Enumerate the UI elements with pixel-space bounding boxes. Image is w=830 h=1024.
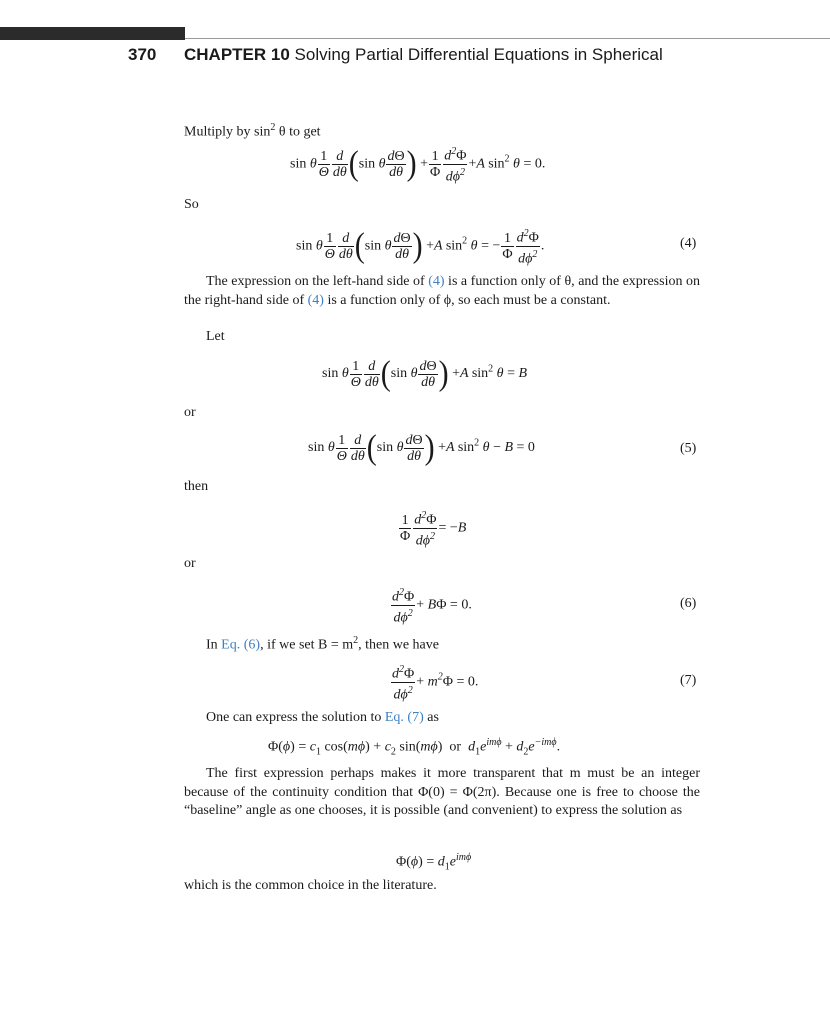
ref-eq6[interactable]: Eq. (6) — [221, 637, 261, 653]
text-or-1: or — [184, 405, 196, 420]
header-rule — [185, 38, 830, 39]
equation-general-solution: $\Phi(\phi) = c_1$ $\cos(m\phi) + c_2$ sin(mϕ) or $d_1e^{im\phi} + d_2e^{-im\phi}$. — [268, 737, 561, 758]
ref-eq4-b[interactable]: (4) — [307, 292, 324, 308]
equation-7: $\frac{d^2\Phi}{d\phi^2}$ + $m^2\Phi = 0$. — [392, 664, 479, 703]
header-bar — [0, 27, 185, 40]
intro-prefix: Multiply by sin — [184, 124, 271, 140]
ref-eq7[interactable]: Eq. (7) — [384, 710, 424, 725]
equation-final-solution: $\Phi(\phi) = d_1e^{im\phi}$ — [396, 852, 472, 873]
equation-4-number: (4) — [680, 236, 697, 251]
intro-suffix: θ to get — [275, 124, 321, 140]
text-or-2: or — [184, 556, 196, 571]
equation-6-number: (6) — [680, 596, 697, 611]
equation-6: $\frac{d^2\Phi}{d\phi^2}$ + BΦ = 0. — [392, 587, 472, 626]
paragraph-separation: The expression on the left-hand side of (4) is a function only of θ, and the expression on the right-hand side of (4) is a function only of ϕ, so each must be a constant. — [184, 274, 700, 308]
text-express-solution: One can express the solution to Eq. (7) as — [206, 710, 439, 725]
text-so: So — [184, 197, 199, 212]
equation-then: $\frac{1}{\Phi}$ $\frac{d^2\Phi}{d\phi^2}$ = −B — [400, 510, 467, 549]
text-let: Let — [206, 329, 225, 344]
text-then: then — [184, 479, 209, 494]
equation-7-number: (7) — [680, 673, 697, 688]
chapter-title: Solving Partial Differential Equations in Spherical — [294, 45, 663, 64]
running-head — [184, 45, 663, 65]
page-number: 370 — [128, 45, 157, 64]
equation-5: sin θ $\frac{1}{\Theta}$ $\frac{d}{d\theta}$ (sin θ $\frac{d\Theta}{d\theta}$ ) +A $\sin^2 \theta - B = 0$ — [308, 428, 535, 467]
text-closing: which is the common choice in the literature. — [184, 878, 437, 893]
equation-separated: sin θ $\frac{1}{\Theta}$ $\frac{d}{d\theta}$ (sin θ $\frac{d\Theta}{d\theta}$ ) + $\frac{1}{\Phi}$ $\frac{d^2\Phi}{d\phi^2}$ +A $\sin^2 \theta = 0$. — [290, 144, 546, 185]
paragraph-integer-m: The first expression perhaps makes it more transparent that m must be an integer because of the continuity condition that Φ(0) = Φ(2π). Because one is free to choose the “baseline” angle as one chooses, it is possible (and convenient) to express the solution as — [184, 766, 700, 818]
ref-eq4-a[interactable]: (4) — [428, 274, 445, 289]
intro-line: Multiply by $\sin^2 \theta$ to get — [184, 122, 321, 140]
chapter-label: CHAPTER 10 — [184, 45, 290, 64]
equation-let: sin θ $\frac{1}{\Theta}$ $\frac{d}{d\theta}$ (sin θ $\frac{d\Theta}{d\theta}$ ) +A $\sin^2 \theta = B$ — [322, 354, 528, 393]
equation-4: sin θ $\frac{1}{\Theta}$ $\frac{d}{d\theta}$ (sin θ $\frac{d\Theta}{d\theta}$ ) +A $\sin^2 \theta$ = − $\frac{1}{\Phi}$ $\frac{d^2\Phi}{d\phi^2}$ . — [296, 226, 545, 267]
text-set-b: In Eq. (6), if we set $B = m^2$, then we have — [206, 635, 439, 653]
equation-5-number: (5) — [680, 441, 697, 456]
